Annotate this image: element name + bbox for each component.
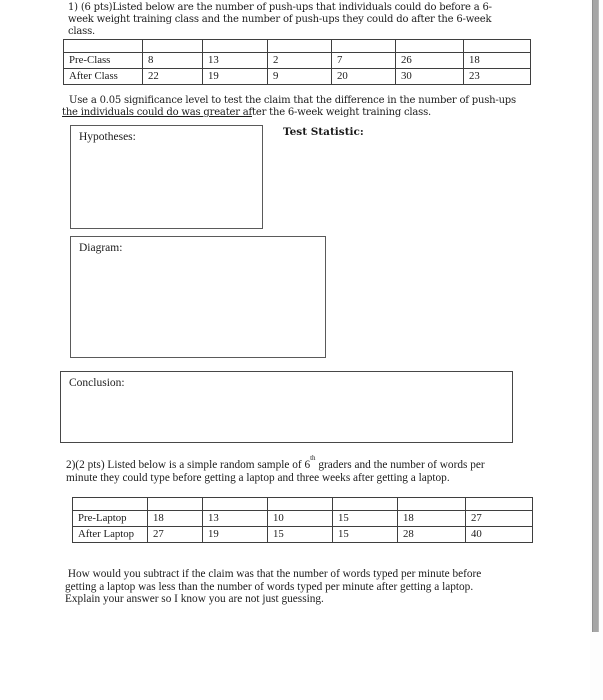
problem1-statement: [68, 2, 568, 38]
table-cell: [203, 40, 268, 53]
diagram-box: [70, 236, 326, 358]
table-cell: [268, 40, 332, 53]
problem2-statement-line: [66, 455, 566, 472]
table-cell: 27: [148, 527, 203, 543]
statement-text: 2)(2 pts) Listed below is a simple random sample of 6: [66, 458, 311, 471]
problem1-statement-line: class.: [68, 26, 96, 37]
claim-line: Use a 0.05 significance level to test the claim that the difference in the number of push-ups: [69, 95, 516, 106]
pushups-table: [63, 39, 531, 85]
test-statistic-label: Test Statistic:: [283, 126, 364, 138]
table-row: [73, 527, 533, 543]
table-cell: 13: [203, 53, 268, 69]
problem1-statement-line: week weight training class and the number of push-ups they could do after the 6-week: [68, 14, 492, 25]
table-cell: [396, 40, 464, 53]
row-label-cell: After Class: [64, 69, 143, 85]
conclusion-label: Conclusion:: [69, 377, 125, 389]
row-label-cell: Pre-Class: [64, 53, 143, 69]
table-cell: 13: [203, 511, 268, 527]
table-cell: 30: [396, 69, 464, 85]
problem1-claim-instruction: [62, 95, 572, 119]
table-cell: [148, 498, 203, 511]
row-label-cell: Pre-Laptop: [73, 511, 148, 527]
table-cell: 15: [268, 527, 333, 543]
scrollbar-track[interactable]: [590, 0, 603, 700]
table-cell: [333, 498, 398, 511]
table-cell: [398, 498, 466, 511]
conclusion-box: [60, 371, 513, 443]
table-row: [64, 40, 531, 53]
problem1-statement-line: 1) (6 pts)Listed below are the number of push-ups that individuals could do before a 6-: [68, 2, 492, 13]
claim-line: [62, 107, 572, 119]
table-row: [64, 53, 531, 69]
statement-text: graders and the number of words per: [315, 458, 485, 471]
table-cell: 15: [333, 527, 398, 543]
table-cell: 27: [466, 511, 533, 527]
ordinal-superscript: th: [310, 453, 316, 462]
table-cell: 18: [464, 53, 531, 69]
table-cell: 19: [203, 69, 268, 85]
typing-table: [72, 497, 533, 543]
table-cell: [203, 498, 268, 511]
table-cell: 28: [398, 527, 466, 543]
table-cell: 15: [333, 511, 398, 527]
table-cell: 26: [396, 53, 464, 69]
table-row: [73, 498, 533, 511]
table-cell: 18: [148, 511, 203, 527]
table-cell: 8: [143, 53, 203, 69]
table-cell: 19: [203, 527, 268, 543]
claim-line-rest: ter the 6-week weight training class.: [252, 107, 432, 118]
hypotheses-label: Hypotheses:: [79, 131, 136, 143]
diagram-label: Diagram:: [79, 242, 123, 254]
question-line: Explain your answer so I know you are not just guessing.: [65, 593, 324, 606]
question-line: getting a laptop was less than the number of words typed per minute after getting a laptop.: [65, 580, 474, 593]
table-cell: 20: [332, 69, 396, 85]
problem2-statement: [66, 455, 566, 485]
table-cell: [464, 40, 531, 53]
table-cell: [143, 40, 203, 53]
table-cell: [64, 40, 143, 53]
table-cell: 10: [268, 511, 333, 527]
table-cell: 22: [143, 69, 203, 85]
table-cell: [332, 40, 396, 53]
table-cell: 7: [332, 53, 396, 69]
table-cell: [73, 498, 148, 511]
scrollbar-thumb[interactable]: [592, 0, 599, 632]
question-line: How would you subtract if the claim was that the number of words typed per minute before: [65, 568, 482, 580]
problem2-question: [65, 568, 565, 606]
table-cell: 18: [398, 511, 466, 527]
table-cell: 2: [268, 53, 332, 69]
table-cell: 23: [464, 69, 531, 85]
table-row: [73, 511, 533, 527]
table-cell: 9: [268, 69, 332, 85]
problem2-statement-line: minute they could type before getting a laptop and three weeks after getting a laptop.: [66, 471, 450, 484]
hypotheses-box: [70, 125, 263, 229]
table-cell: 40: [466, 527, 533, 543]
claim-underlined-phrase: the individuals could do was greater af: [62, 107, 253, 118]
table-cell: [268, 498, 333, 511]
table-row: [64, 69, 531, 85]
row-label-cell: After Laptop: [73, 527, 148, 543]
table-cell: [466, 498, 533, 511]
